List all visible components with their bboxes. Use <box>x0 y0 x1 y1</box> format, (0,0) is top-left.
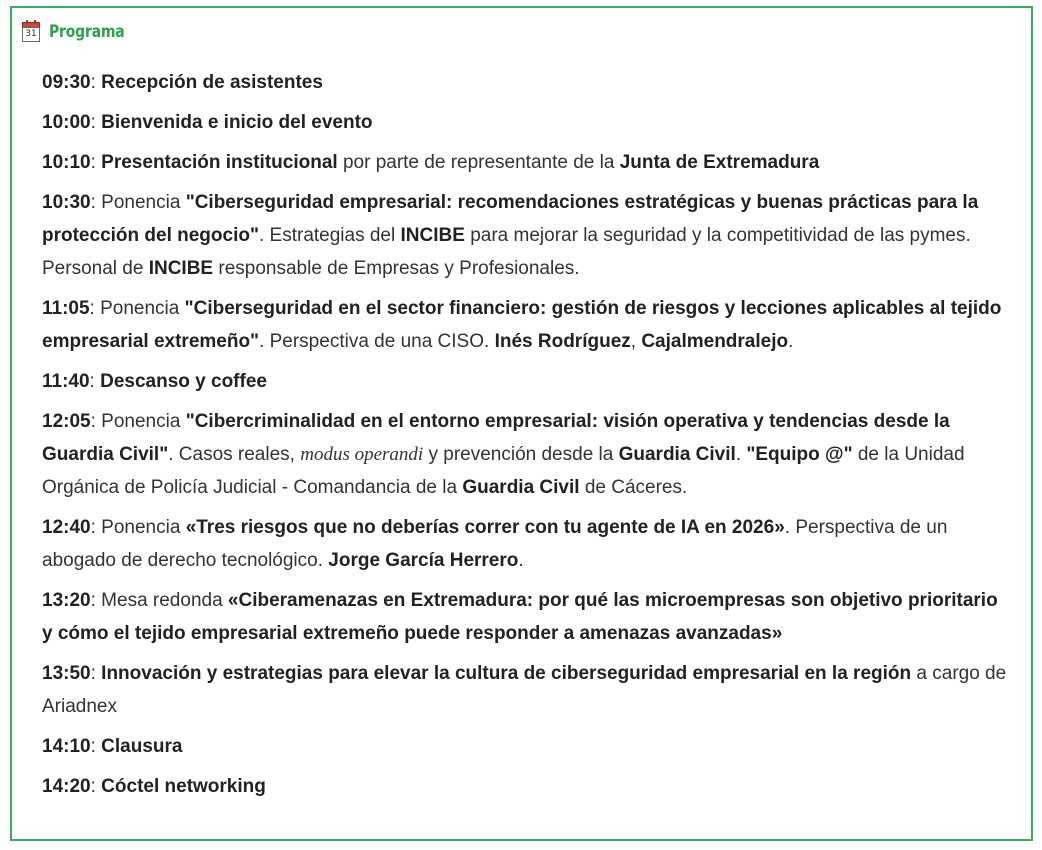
time: 14:10 <box>42 736 91 757</box>
time: 10:10 <box>42 152 91 173</box>
session-type: Ponencia <box>101 411 186 432</box>
calendar-day: 31 <box>22 27 40 42</box>
talk-title: «Ciberamenazas en Extremadura: por qué las microempresas son objetivo prioritario y cómo el tejido empresarial extremeño puede responder a amenazas avanzadas» <box>42 590 998 644</box>
item-title: Bienvenida e inicio del evento <box>101 112 373 133</box>
speaker: Inés Rodríguez <box>494 331 631 352</box>
time: 11:40 <box>42 371 90 392</box>
team-name: "Equipo @" <box>746 444 853 465</box>
time: 13:50 <box>42 663 91 684</box>
talk-title: "Cibercriminalidad en el entorno empresarial: visión operativa y tendencias desde la Guardia Civil" <box>42 411 950 465</box>
program-header <box>22 22 141 42</box>
schedule-item-1000: 10:00: Bienvenida e inicio del evento <box>42 112 373 133</box>
schedule-item-1350: 13:50: Innovación y estrategias para elevar la cultura de ciberseguridad empresarial en la región a cargo de Ariadnex <box>42 663 1007 717</box>
item-title: Cóctel networking <box>101 776 266 797</box>
session-type: Ponencia <box>101 517 186 538</box>
time: 13:20 <box>42 590 91 611</box>
schedule-item-1420: 14:20: Cóctel networking <box>42 776 266 797</box>
schedule-item-1010: 10:10: Presentación institucional por parte de representante de la Junta de Extremadura <box>42 152 820 173</box>
speaker: Jorge García Herrero <box>328 550 519 571</box>
item-title: Presentación institucional <box>101 152 338 173</box>
item-title: Clausura <box>101 736 183 757</box>
time: 12:40 <box>42 517 91 538</box>
organization: INCIBE <box>400 225 465 246</box>
talk-title: "Ciberseguridad en el sector financiero: gestión de riesgos y lecciones aplicables al tejido empresarial extremeño" <box>42 298 1002 352</box>
schedule-item-1240: 12:40: Ponencia «Tres riesgos que no deberías correr con tu agente de IA en 2026». Perspectiva de un abogado de derecho tecnológico. Jorge García Herrero. <box>42 517 948 571</box>
schedule-item-1320: 13:20: Mesa redonda «Ciberamenazas en Extremadura: por qué las microempresas son objetivo prioritario y cómo el tejido empresarial extremeño puede responder a amenazas avanzadas» <box>42 590 998 644</box>
time: 11:05 <box>42 298 90 319</box>
section-title: Programa <box>49 22 125 42</box>
organization: Cajalmendralejo <box>641 331 789 352</box>
organization: Junta de Extremadura <box>619 152 820 173</box>
schedule-item-1205: 12:05: Ponencia "Cibercriminalidad en el entorno empresarial: visión operativa y tendencias desde la Guardia Civil". Casos reales, modus operandi y prevención desde la Guardia Civil. "Equipo @" de la Unidad Orgánica de Policía Judicial - Comandancia de la Guardia Civil de Cáceres. <box>42 411 965 498</box>
schedule-item-1105: 11:05: Ponencia "Ciberseguridad en el sector financiero: gestión de riesgos y lecciones aplicables al tejido empresarial extremeño". Perspectiva de una CISO. Inés Rodríguez, Cajalmendralejo. <box>42 298 1002 352</box>
session-type: Ponencia <box>100 298 185 319</box>
schedule-item-0930: 09:30: Recepción de asistentes <box>42 72 323 93</box>
session-type: Mesa redonda <box>101 590 228 611</box>
session-type: Ponencia <box>101 192 186 213</box>
organization: INCIBE <box>148 258 214 279</box>
organization: Guardia Civil <box>462 477 580 498</box>
talk-title: «Tres riesgos que no deberías correr con tu agente de IA en 2026» <box>185 517 785 538</box>
item-title: Recepción de asistentes <box>101 72 323 93</box>
time: 12:05 <box>42 411 91 432</box>
schedule-item-1410: 14:10: Clausura <box>42 736 183 757</box>
calendar-icon <box>22 22 40 42</box>
schedule-list <box>42 66 1010 810</box>
item-title: Innovación y estrategias para elevar la cultura de ciberseguridad empresarial en la región <box>101 663 912 684</box>
talk-title: "Ciberseguridad empresarial: recomendaciones estratégicas y buenas prácticas para la protección del negocio" <box>42 192 979 246</box>
item-title: Descanso y coffee <box>100 371 267 392</box>
time: 14:20 <box>42 776 91 797</box>
time: 10:30 <box>42 192 91 213</box>
time: 09:30 <box>42 72 91 93</box>
time: 10:00 <box>42 112 91 133</box>
schedule-item-1140: 11:40: Descanso y coffee <box>42 371 267 392</box>
organization: Guardia Civil <box>618 444 736 465</box>
schedule-item-1030: 10:30: Ponencia "Ciberseguridad empresarial: recomendaciones estratégicas y buenas prácticas para la protección del negocio". Estrategias del INCIBE para mejorar la seguridad y la competitividad de las pymes. Personal de INCIBE responsable de Empresas y Profesionales. <box>42 192 979 279</box>
italic-term: modus operandi <box>300 444 424 465</box>
